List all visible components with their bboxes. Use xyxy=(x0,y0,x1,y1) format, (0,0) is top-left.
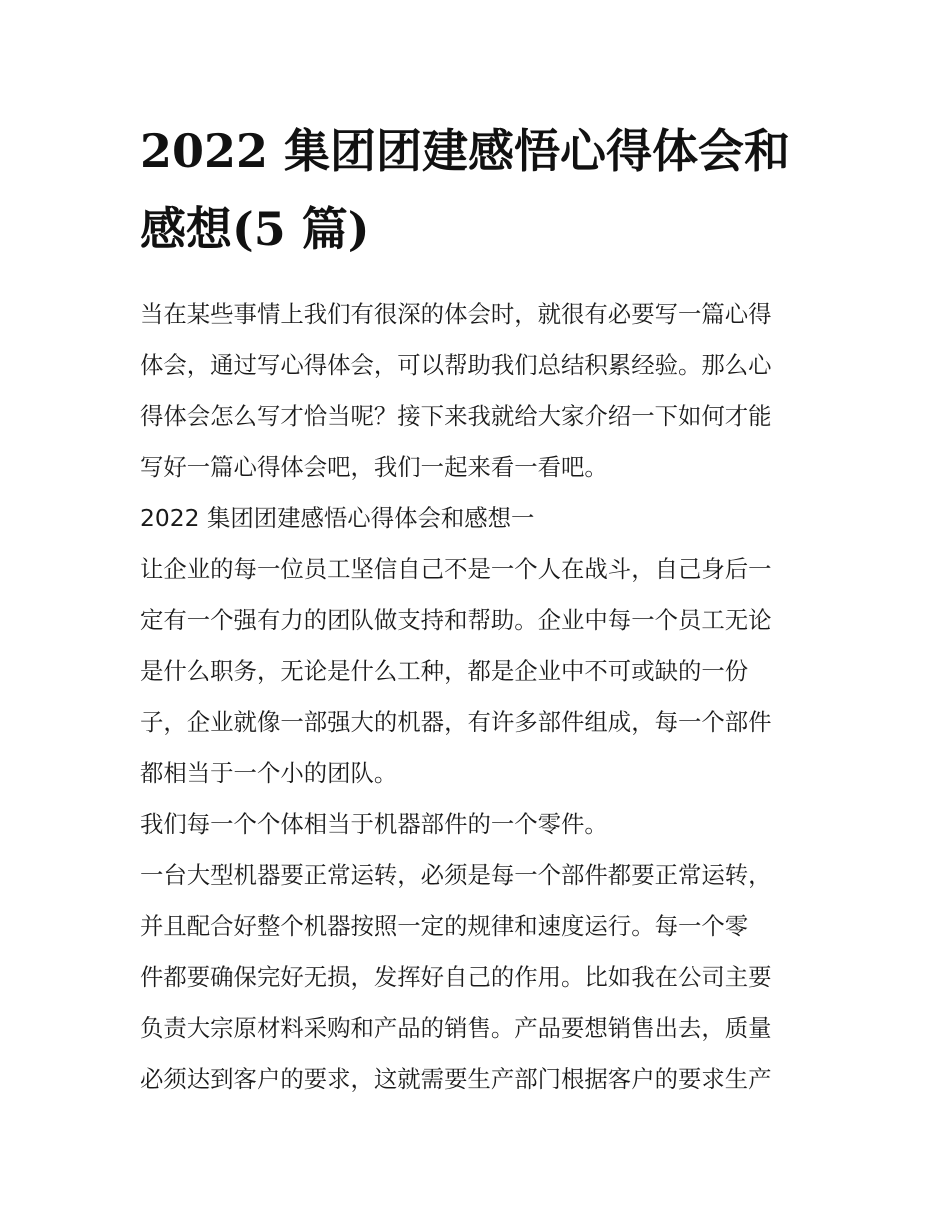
text-line: 当在某些事情上我们有很深的体会时，就很有必要写一篇心得 xyxy=(140,300,772,328)
intro-paragraph xyxy=(140,289,812,493)
text-line: 子，企业就像一部强大的机器，有许多部件组成，每一个部件 xyxy=(140,708,772,736)
text-line: 我们每一个个体相当于机器部件的一个零件。 xyxy=(140,810,608,838)
document-title xyxy=(140,112,812,268)
text-line: 让企业的每一位员工坚信自己不是一个人在战斗，自己身后一 xyxy=(140,555,772,583)
body-paragraph xyxy=(140,799,812,850)
body-paragraph xyxy=(140,544,812,799)
document-content xyxy=(140,112,812,1105)
text-line: 件都要确保完好无损，发挥好自己的作用。比如我在公司主要 xyxy=(140,963,772,991)
text-line: 是什么职务，无论是什么工种，都是企业中不可或缺的一份 xyxy=(140,657,749,685)
text-line: 写好一篇心得体会吧，我们一起来看一看吧。 xyxy=(140,453,608,481)
text-line: 定有一个强有力的团队做支持和帮助。企业中每一个员工无论 xyxy=(140,606,772,634)
body-paragraph xyxy=(140,850,812,1105)
text-line: 得体会怎么写才恰当呢？接下来我就给大家介绍一下如何才能 xyxy=(140,402,772,430)
text-line: 一台大型机器要正常运转，必须是每一个部件都要正常运转， xyxy=(140,861,772,889)
text-line: 都相当于一个小的团队。 xyxy=(140,759,398,787)
title-line: 感想(5 篇) xyxy=(140,202,370,256)
text-line: 2022 集团团建感悟心得体会和感想一 xyxy=(140,504,535,532)
section-heading xyxy=(140,493,812,544)
title-line: 2022 集团团建感悟心得体会和 xyxy=(140,124,791,178)
text-line: 并且配合好整个机器按照一定的规律和速度运行。每一个零 xyxy=(140,912,749,940)
text-line: 必须达到客户的要求，这就需要生产部门根据客户的要求生产 xyxy=(140,1065,772,1093)
text-line: 负责大宗原材料采购和产品的销售。产品要想销售出去，质量 xyxy=(140,1014,772,1042)
text-line: 体会，通过写心得体会，可以帮助我们总结积累经验。那么心 xyxy=(140,351,772,379)
